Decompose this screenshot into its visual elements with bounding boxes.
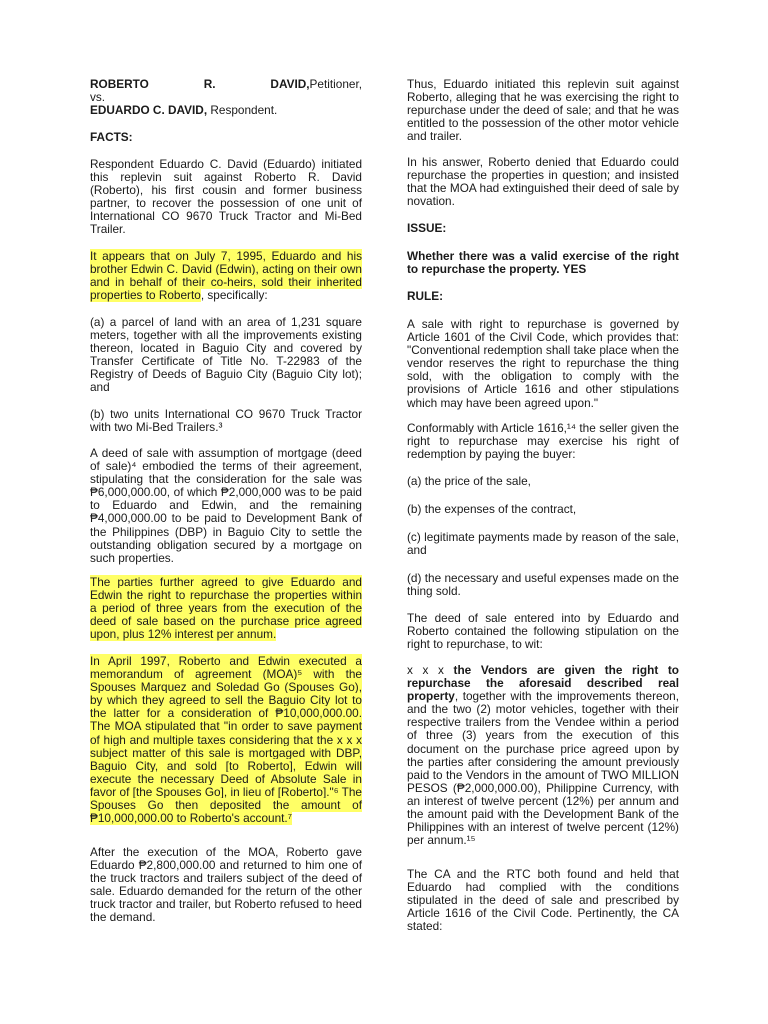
case-caption-vs: vs. xyxy=(90,90,106,104)
rule-paragraph-3: The deed of sale entered into by Eduardo and Roberto contained the following stipulation on the right to repurchase, to wit: xyxy=(407,611,679,652)
case-caption-petitioner xyxy=(90,78,362,91)
issue-heading: ISSUE: xyxy=(407,221,447,235)
respondent-role: Respondent. xyxy=(207,103,278,117)
rule-item-c: (c) legitimate payments made by reason of the sale, and xyxy=(407,530,679,558)
facts-paragraph-2: It appears that on July 7, 1995, Eduardo and his brother Edwin C. David (Edwin), acting on their own and in behalf of their co-heirs, sold their inherited properties to Roberto, specifically: xyxy=(90,249,362,303)
highlighted-text: It appears that on July 7, 1995, Eduardo and his brother Edwin C. David (Edwin), acting on their own and in behalf of their co-heirs, sold their inherited properties to Roberto xyxy=(90,249,362,303)
rule-paragraph-4: The CA and the RTC both found and held that Eduardo had complied with the conditions stipulated in the deed of sale and prescribed by Article 1616 of the Civil Code. Pertinently, the CA stated: xyxy=(407,867,679,934)
stipulation-quote: x x x the Vendors are given the right to repurchase the aforesaid described real property, together with the improvements thereon, and the two (2) motor vehicles, together with their respective trailers from the Vendee within a period of three (3) years from the execution of this document on the purchase price agreed upon by the parties after considering the amount previously paid to the Vendors in the amount of TWO MILLION PESOS (₱2,000,000.00), Philippine Currency, with an interest of twelve percent (12%) per annum and the amount paid with the Development Bank of the Philippines with an interest of twelve percent (12%) per annum.¹⁵ xyxy=(407,663,679,848)
facts-paragraph-8: In his answer, Roberto denied that Eduardo could repurchase the properties in question; and insisted that the MOA had extinguished their deed of sale by novation. xyxy=(407,155,679,209)
rule-paragraph-1: A sale with right to repurchase is governed by Article 1601 of the Civil Code, which provides that: "Conventional redemption shall take place when the vendor reserves the right to repurchase the thing sold, with the obligation to comply with the provisions of Article 1616 and other stipulations which may have been agreed upon." xyxy=(407,317,679,410)
facts-paragraph-6: After the execution of the MOA, Roberto gave Eduardo ₱2,800,000.00 and returned to him one of the truck tractors and trailers subject of the deed of sale. Eduardo demanded for the return of the other truck tractor and trailer, but Roberto refused to heed the demand. xyxy=(90,845,362,925)
rule-item-d: (d) the necessary and useful expenses made on the thing sold. xyxy=(407,571,679,599)
facts-paragraph-1: Respondent Eduardo C. David (Eduardo) initiated this replevin suit against Roberto R. David (Roberto), his first cousin and former business partner, to recover the possession of one unit of International CO 9670 Truck Tractor and Mi-Bed Trailer. xyxy=(90,157,362,237)
case-caption-respondent xyxy=(90,104,362,117)
highlighted-text: The parties further agreed to give Eduardo and Edwin the right to repurchase the properties within a period of three years from the execution of the deed of sale based on the purchase price agreed upon, plus 12% interest per annum. xyxy=(90,575,362,642)
facts-paragraph-5 xyxy=(90,655,362,825)
rule-heading: RULE: xyxy=(407,289,444,303)
respondent-name: EDUARDO C. DAVID, xyxy=(90,103,208,117)
facts-heading: FACTS: xyxy=(90,130,133,144)
highlighted-text: In April 1997, Roberto and Edwin executed a memorandum of agreement (MOA)⁵ with the Spouses Marquez and Soledad Go (Spouses Go), by which they agreed to sell the Baguio City lot to the latter for a consideration of ₱10,000,000.00. The MOA stipulated that "in order to save payment of high and multiple taxes considering that the x x x subject matter of this sale is mortgaged with DBP, Baguio City, and sold [to Roberto], Edwin will execute the necessary Deed of Absolute Sale in favor of [the Spouses Go], in lieu of [Roberto]."⁶ The Spouses Go then deposited the amount of ₱10,000,000.00 to Roberto's account.⁷ xyxy=(90,654,362,826)
petitioner-role: Petitioner, xyxy=(309,77,362,91)
facts-item-b: (b) two units International CO 9670 Truck Tractor with two Mi-Bed Trailers.³ xyxy=(90,407,362,435)
rule-item-a: (a) the price of the sale, xyxy=(407,474,531,488)
facts-item-a: (a) a parcel of land with an area of 1,231 square meters, together with all the improvements existing thereon, located in Baguio City and covered by Transfer Certificate of Title No. T-22983 of the Registry of Deeds of Baguio City (Baguio City lot); and xyxy=(90,315,362,395)
facts-paragraph-3: A deed of sale with assumption of mortgage (deed of sale)⁴ embodied the terms of their agreement, stipulating that the consideration for the sale was ₱6,000,000.00, of which ₱2,000,000 was to be paid to Eduardo and Edwin, and the remaining ₱4,000,000.00 to be paid to Development Bank of the Philippines (DBP) in Baguio City to settle the outstanding obligation secured by a mortgage on such properties. xyxy=(90,446,362,565)
rule-paragraph-2: Conformably with Article 1616,¹⁴ the seller given the right to repurchase may exercise his right of redemption by paying the buyer: xyxy=(407,421,679,462)
petitioner-name: ROBERTO R. DAVID, xyxy=(90,77,310,91)
facts-paragraph-7: Thus, Eduardo initiated this replevin suit against Roberto, alleging that he was exercising the right to repurchase under the deed of sale; and that he was entitled to the possession of the other motor vehicle and trailer. xyxy=(407,77,679,144)
rule-item-b: (b) the expenses of the contract, xyxy=(407,502,577,516)
issue-text: Whether there was a valid exercise of the right to repurchase the property. YES xyxy=(407,249,679,277)
facts-paragraph-4 xyxy=(90,576,362,641)
